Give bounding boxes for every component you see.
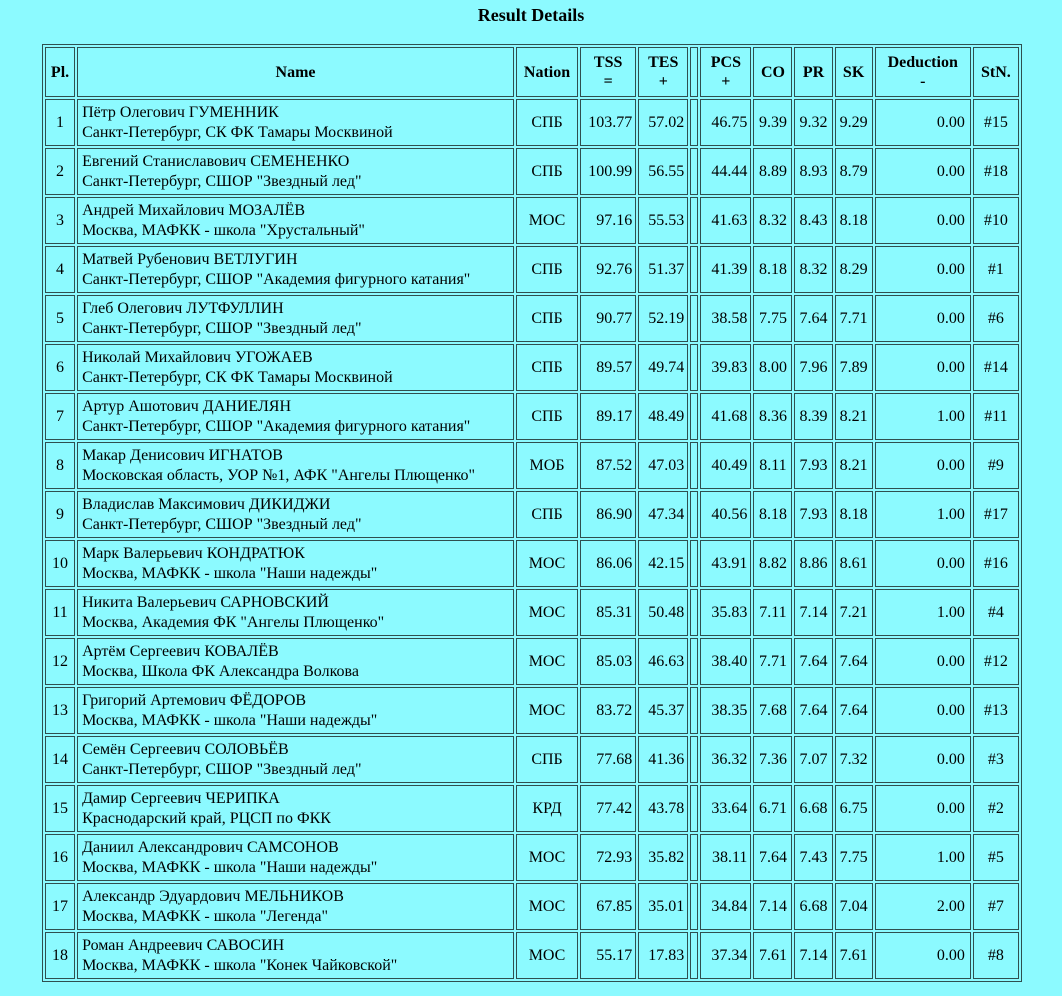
name-cell [77,491,514,538]
skater-name: Роман Андреевич САВОСИН [82,936,285,954]
skater-club: Москва, Школа ФК Александра Волкова [82,662,359,680]
stn-cell: #11 [973,393,1019,440]
spacer-cell [690,295,698,342]
name-cell [77,687,514,734]
deduction-cell: 0.00 [875,442,971,489]
spacer-cell [690,246,698,293]
nation-cell: МОС [516,883,578,930]
tss-cell: 67.85 [580,883,636,930]
nation-cell: КРД [516,785,578,832]
deduction-cell: 0.00 [875,736,971,783]
result-row [45,883,1019,930]
tes-cell: 49.74 [638,344,688,391]
name-cell [77,785,514,832]
header-row [45,47,1019,97]
skater-name: Александр Эдуардович МЕЛЬНИКОВ [82,887,344,905]
co-cell: 8.11 [753,442,792,489]
deduction-cell: 0.00 [875,295,971,342]
sk-cell: 7.64 [835,687,873,734]
pcs-cell: 40.56 [700,491,751,538]
result-row [45,148,1019,195]
spacer-cell [690,344,698,391]
co-cell: 8.32 [753,197,792,244]
col-header-deduction-symbol: - [920,73,926,90]
skater-name: Марк Валерьевич КОНДРАТЮК [82,544,305,562]
deduction-cell: 0.00 [875,246,971,293]
result-row [45,932,1019,979]
stn-cell: #12 [973,638,1019,685]
co-cell: 8.36 [753,393,792,440]
co-cell: 6.71 [753,785,792,832]
stn-cell: #4 [973,589,1019,636]
tes-cell: 43.78 [638,785,688,832]
col-header-tss-symbol: = [603,73,613,90]
stn-cell: #7 [973,883,1019,930]
place-cell: 4 [45,246,75,293]
place-cell: 12 [45,638,75,685]
stn-cell: #17 [973,491,1019,538]
col-header-pcs-label: PCS [710,54,741,71]
pr-cell: 7.64 [794,687,832,734]
sk-cell: 9.29 [835,99,873,146]
name-cell [77,883,514,930]
col-header-pcs [700,47,751,97]
pcs-cell: 34.84 [700,883,751,930]
deduction-cell: 0.00 [875,687,971,734]
co-cell: 7.36 [753,736,792,783]
skater-name: Дамир Сергеевич ЧЕРИПКА [82,789,280,807]
co-cell: 7.61 [753,932,792,979]
sk-cell: 8.18 [835,197,873,244]
co-cell: 8.18 [753,491,792,538]
tes-cell: 52.19 [638,295,688,342]
pr-cell: 7.93 [794,491,832,538]
name-cell [77,932,514,979]
sk-cell: 7.64 [835,638,873,685]
co-cell: 8.18 [753,246,792,293]
place-cell: 7 [45,393,75,440]
deduction-cell: 0.00 [875,344,971,391]
tss-cell: 77.68 [580,736,636,783]
place-cell: 6 [45,344,75,391]
skater-name: Семён Сергеевич СОЛОВЬЁВ [82,740,289,758]
tss-cell: 83.72 [580,687,636,734]
nation-cell: МОС [516,932,578,979]
tss-cell: 86.06 [580,540,636,587]
tss-cell: 100.99 [580,148,636,195]
place-cell: 13 [45,687,75,734]
spacer-cell [690,99,698,146]
skater-name: Владислав Максимович ДИКИДЖИ [82,495,331,513]
place-cell: 5 [45,295,75,342]
tes-cell: 17.83 [638,932,688,979]
tes-cell: 47.03 [638,442,688,489]
name-cell [77,99,514,146]
stn-cell: #18 [973,148,1019,195]
name-cell [77,442,514,489]
pr-cell: 8.32 [794,246,832,293]
pcs-cell: 38.40 [700,638,751,685]
spacer-cell [690,540,698,587]
deduction-cell: 1.00 [875,834,971,881]
nation-cell: СПБ [516,491,578,538]
deduction-cell: 0.00 [875,197,971,244]
place-cell: 8 [45,442,75,489]
col-header-pr: PR [794,47,832,97]
pr-cell: 6.68 [794,785,832,832]
nation-cell: МОС [516,540,578,587]
nation-cell: МОС [516,834,578,881]
tss-cell: 87.52 [580,442,636,489]
pcs-cell: 38.35 [700,687,751,734]
result-row [45,834,1019,881]
pr-cell: 7.64 [794,295,832,342]
skater-club: Москва, МАФКК - школа "Легенда" [82,907,329,925]
co-cell: 7.14 [753,883,792,930]
deduction-cell: 1.00 [875,589,971,636]
page-title: Result Details [477,5,585,25]
skater-name: Глеб Олегович ЛУТФУЛЛИН [82,299,284,317]
pcs-cell: 43.91 [700,540,751,587]
nation-cell: СПБ [516,393,578,440]
deduction-cell: 0.00 [875,638,971,685]
tes-cell: 42.15 [638,540,688,587]
skater-club: Московская область, УОР №1, АФК "Ангелы Плющенко" [82,466,476,484]
sk-cell: 7.32 [835,736,873,783]
sk-cell: 8.21 [835,442,873,489]
skater-club: Москва, МАФКК - школа "Наши надежды" [82,564,378,582]
tes-cell: 50.48 [638,589,688,636]
sk-cell: 7.75 [835,834,873,881]
name-cell [77,148,514,195]
pr-cell: 7.14 [794,932,832,979]
spacer-cell [690,197,698,244]
place-cell: 15 [45,785,75,832]
place-cell: 18 [45,932,75,979]
pcs-cell: 41.63 [700,197,751,244]
skater-name: Николай Михайлович УГОЖАЕВ [82,348,313,366]
tss-cell: 103.77 [580,99,636,146]
result-row [45,687,1019,734]
sk-cell: 8.61 [835,540,873,587]
pcs-cell: 38.11 [700,834,751,881]
nation-cell: СПБ [516,148,578,195]
place-cell: 14 [45,736,75,783]
tes-cell: 45.37 [638,687,688,734]
sk-cell: 6.75 [835,785,873,832]
nation-cell: СПБ [516,295,578,342]
name-cell [77,589,514,636]
pcs-cell: 40.49 [700,442,751,489]
tss-cell: 97.16 [580,197,636,244]
result-row [45,785,1019,832]
pcs-cell: 35.83 [700,589,751,636]
spacer-cell [690,393,698,440]
sk-cell: 8.18 [835,491,873,538]
place-cell: 17 [45,883,75,930]
col-header-co: CO [753,47,792,97]
stn-cell: #14 [973,344,1019,391]
skater-club: Москва, МАФКК - школа "Конек Чайковской" [82,956,398,974]
pr-cell: 7.43 [794,834,832,881]
name-cell [77,638,514,685]
tss-cell: 85.03 [580,638,636,685]
stn-cell: #3 [973,736,1019,783]
skater-club: Санкт-Петербург, СШОР "Звездный лед" [82,172,362,190]
col-header-name: Name [77,47,514,97]
tss-cell: 89.17 [580,393,636,440]
nation-cell: СПБ [516,736,578,783]
tss-cell: 72.93 [580,834,636,881]
tes-cell: 35.01 [638,883,688,930]
tes-cell: 56.55 [638,148,688,195]
place-cell: 16 [45,834,75,881]
stn-cell: #10 [973,197,1019,244]
tss-cell: 85.31 [580,589,636,636]
col-header-tes-symbol: + [658,73,668,90]
tss-cell: 77.42 [580,785,636,832]
nation-cell: МОС [516,687,578,734]
col-header-spacer [690,47,698,97]
nation-cell: МОС [516,589,578,636]
pcs-cell: 39.83 [700,344,751,391]
tes-cell: 35.82 [638,834,688,881]
deduction-cell: 0.00 [875,540,971,587]
result-row [45,540,1019,587]
name-cell [77,344,514,391]
tes-cell: 51.37 [638,246,688,293]
pr-cell: 7.14 [794,589,832,636]
stn-cell: #6 [973,295,1019,342]
nation-cell: МОС [516,638,578,685]
sk-cell: 8.29 [835,246,873,293]
pcs-cell: 44.44 [700,148,751,195]
stn-cell: #9 [973,442,1019,489]
tes-cell: 57.02 [638,99,688,146]
name-cell [77,834,514,881]
skater-club: Санкт-Петербург, СШОР "Звездный лед" [82,319,362,337]
tes-cell: 55.53 [638,197,688,244]
skater-name: Евгений Станиславович СЕМЕНЕНКО [82,152,350,170]
stn-cell: #5 [973,834,1019,881]
result-row [45,99,1019,146]
col-header-stn: StN. [973,47,1019,97]
sk-cell: 7.89 [835,344,873,391]
deduction-cell: 0.00 [875,785,971,832]
name-cell [77,295,514,342]
pr-cell: 8.39 [794,393,832,440]
pr-cell: 6.68 [794,883,832,930]
nation-cell: МОС [516,197,578,244]
stn-cell: #8 [973,932,1019,979]
pr-cell: 9.32 [794,99,832,146]
col-header-nation: Nation [516,47,578,97]
co-cell: 7.11 [753,589,792,636]
sk-cell: 8.79 [835,148,873,195]
spacer-cell [690,687,698,734]
skater-club: Москва, Академия ФК "Ангелы Плющенко" [82,613,385,631]
pcs-cell: 41.68 [700,393,751,440]
result-row [45,736,1019,783]
pcs-cell: 36.32 [700,736,751,783]
co-cell: 9.39 [753,99,792,146]
deduction-cell: 0.00 [875,99,971,146]
spacer-cell [690,834,698,881]
skater-name: Андрей Михайлович МОЗАЛЁВ [82,201,306,219]
nation-cell: МОБ [516,442,578,489]
pcs-cell: 41.39 [700,246,751,293]
tss-cell: 55.17 [580,932,636,979]
co-cell: 8.82 [753,540,792,587]
place-cell: 3 [45,197,75,244]
pr-cell: 8.43 [794,197,832,244]
nation-cell: СПБ [516,99,578,146]
tes-cell: 46.63 [638,638,688,685]
result-row [45,638,1019,685]
tes-cell: 48.49 [638,393,688,440]
skater-name: Артур Ашотович ДАНИЕЛЯН [82,397,292,415]
result-row [45,295,1019,342]
skater-club: Москва, МАФКК - школа "Наши надежды" [82,711,378,729]
results-body [45,99,1019,979]
pr-cell: 7.93 [794,442,832,489]
co-cell: 7.64 [753,834,792,881]
skater-club: Краснодарский край, РЦСП по ФКК [82,809,331,827]
spacer-cell [690,736,698,783]
deduction-cell: 2.00 [875,883,971,930]
co-cell: 8.00 [753,344,792,391]
stn-cell: #16 [973,540,1019,587]
skater-club: Санкт-Петербург, СШОР "Академия фигурного катания" [82,417,471,435]
col-header-place: Pl. [45,47,75,97]
pcs-cell: 33.64 [700,785,751,832]
spacer-cell [690,442,698,489]
place-cell: 10 [45,540,75,587]
col-header-tss [580,47,636,97]
place-cell: 11 [45,589,75,636]
sk-cell: 8.21 [835,393,873,440]
deduction-cell: 1.00 [875,393,971,440]
skater-name: Даниил Александрович САМСОНОВ [82,838,339,856]
result-row [45,442,1019,489]
name-cell [77,540,514,587]
col-header-tes [638,47,688,97]
co-cell: 7.75 [753,295,792,342]
spacer-cell [690,883,698,930]
result-row [45,393,1019,440]
name-cell [77,736,514,783]
pr-cell: 7.07 [794,736,832,783]
skater-name: Матвей Рубенович ВЕТЛУГИН [82,250,298,268]
skater-name: Григорий Артемович ФЁДОРОВ [82,691,307,709]
nation-cell: СПБ [516,344,578,391]
co-cell: 8.89 [753,148,792,195]
name-cell [77,197,514,244]
deduction-cell: 0.00 [875,148,971,195]
place-cell: 2 [45,148,75,195]
name-cell [77,246,514,293]
skater-club: Москва, МАФКК - школа "Хрустальный" [82,221,365,239]
pr-cell: 8.93 [794,148,832,195]
tes-cell: 41.36 [638,736,688,783]
result-row [45,344,1019,391]
sk-cell: 7.04 [835,883,873,930]
pcs-cell: 38.58 [700,295,751,342]
deduction-cell: 1.00 [875,491,971,538]
page [0,4,1062,982]
sk-cell: 7.61 [835,932,873,979]
tes-cell: 47.34 [638,491,688,538]
pcs-cell: 37.34 [700,932,751,979]
tss-cell: 89.57 [580,344,636,391]
col-header-deduction [875,47,971,97]
stn-cell: #15 [973,99,1019,146]
skater-name: Артём Сергеевич КОВАЛЁВ [82,642,279,660]
spacer-cell [690,148,698,195]
skater-club: Санкт-Петербург, СК ФК Тамары Москвиной [82,123,393,141]
stn-cell: #2 [973,785,1019,832]
pr-cell: 8.86 [794,540,832,587]
name-cell [77,393,514,440]
spacer-cell [690,491,698,538]
deduction-cell: 0.00 [875,932,971,979]
result-row [45,491,1019,538]
result-row [45,246,1019,293]
skater-club: Санкт-Петербург, СШОР "Звездный лед" [82,515,362,533]
sk-cell: 7.21 [835,589,873,636]
col-header-tss-label: TSS [593,54,623,71]
spacer-cell [690,932,698,979]
nation-cell: СПБ [516,246,578,293]
tss-cell: 86.90 [580,491,636,538]
place-cell: 9 [45,491,75,538]
sk-cell: 7.71 [835,295,873,342]
skater-club: Санкт-Петербург, СК ФК Тамары Москвиной [82,368,393,386]
skater-name: Никита Валерьевич САРНОВСКИЙ [82,593,329,611]
col-header-pcs-symbol: + [721,73,731,90]
pcs-cell: 46.75 [700,99,751,146]
spacer-cell [690,589,698,636]
skater-name: Макар Денисович ИГНАТОВ [82,446,283,464]
result-row [45,589,1019,636]
skater-club: Санкт-Петербург, СШОР "Звездный лед" [82,760,362,778]
skater-club: Санкт-Петербург, СШОР "Академия фигурного катания" [82,270,471,288]
stn-cell: #13 [973,687,1019,734]
tss-cell: 92.76 [580,246,636,293]
co-cell: 7.71 [753,638,792,685]
col-header-deduction-label: Deduction [887,54,958,71]
co-cell: 7.68 [753,687,792,734]
spacer-cell [690,785,698,832]
place-cell: 1 [45,99,75,146]
col-header-tes-label: TES [648,54,679,71]
tss-cell: 90.77 [580,295,636,342]
result-row [45,197,1019,244]
results-table [42,44,1022,982]
stn-cell: #1 [973,246,1019,293]
pr-cell: 7.64 [794,638,832,685]
pr-cell: 7.96 [794,344,832,391]
skater-club: Москва, МАФКК - школа "Наши надежды" [82,858,378,876]
col-header-sk: SK [835,47,873,97]
skater-name: Пётр Олегович ГУМЕННИК [82,103,279,121]
spacer-cell [690,638,698,685]
